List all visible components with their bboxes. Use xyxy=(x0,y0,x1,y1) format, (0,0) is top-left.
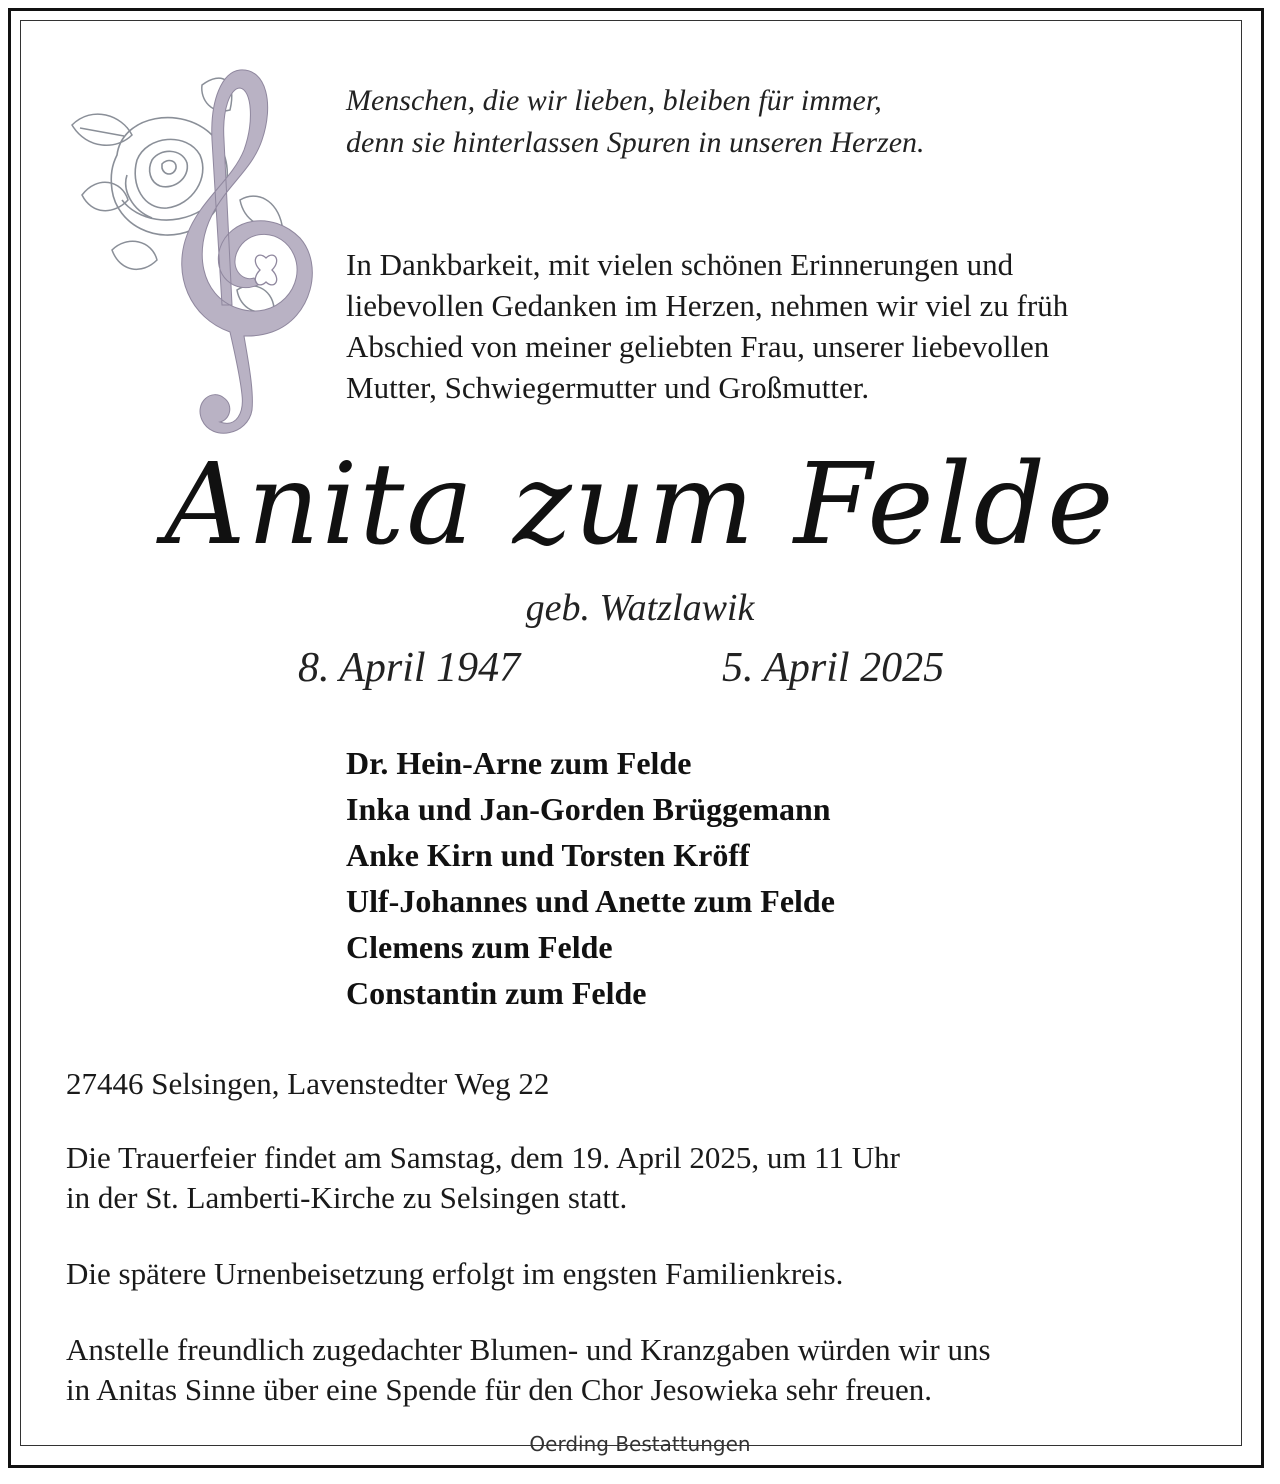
family-list xyxy=(346,740,835,1016)
intro-line: Mutter, Schwiegermutter und Großmutter. xyxy=(346,370,870,405)
address: 27446 Selsingen, Lavenstedter Weg 22 xyxy=(66,1066,550,1101)
intro-line: Abschied von meiner geliebten Frau, unserer liebevollen xyxy=(346,329,1050,364)
birth-date: 8. April 1947 xyxy=(298,645,521,691)
donation-line: in Anitas Sinne über eine Spende für den Chor Jesowieka sehr freuen. xyxy=(66,1372,933,1407)
family-member: Inka und Jan-Gorden Brüggemann xyxy=(346,791,831,827)
family-member: Dr. Hein-Arne zum Felde xyxy=(346,745,692,781)
service-line: Die Trauerfeier findet am Samstag, dem 19. April 2025, um 11 Uhr xyxy=(66,1140,900,1175)
family-member: Constantin zum Felde xyxy=(346,975,647,1011)
intro-line: In Dankbarkeit, mit vielen schönen Erinnerungen und xyxy=(346,247,1014,282)
service-info xyxy=(66,1138,1226,1218)
burial-info: Die spätere Urnenbeisetzung erfolgt im engsten Familienkreis. xyxy=(66,1256,844,1291)
family-member: Anke Kirn und Torsten Kröff xyxy=(346,837,750,873)
donation-line: Anstelle freundlich zugedachter Blumen- und Kranzgaben würden wir uns xyxy=(66,1332,991,1367)
intro-line: liebevollen Gedanken im Herzen, nehmen wir viel zu früh xyxy=(346,288,1069,323)
deceased-name: Anita zum Felde xyxy=(164,440,1116,570)
rose-treble-clef-icon xyxy=(62,60,322,440)
quote-line: denn sie hinterlassen Spuren in unseren Herzen. xyxy=(346,126,925,159)
quote-line: Menschen, die wir lieben, bleiben für immer, xyxy=(346,84,882,117)
birth-name: geb. Watzlawik xyxy=(525,587,755,629)
family-member: Ulf-Johannes und Anette zum Felde xyxy=(346,883,835,919)
service-line: in der St. Lamberti-Kirche zu Selsingen statt. xyxy=(66,1180,628,1215)
memorial-quote xyxy=(346,80,925,164)
family-member: Clemens zum Felde xyxy=(346,929,613,965)
intro-text xyxy=(346,244,1226,408)
death-date: 5. April 2025 xyxy=(722,645,945,691)
funeral-home: Oerding Bestattungen xyxy=(529,1432,751,1456)
donation-info xyxy=(66,1330,1226,1410)
